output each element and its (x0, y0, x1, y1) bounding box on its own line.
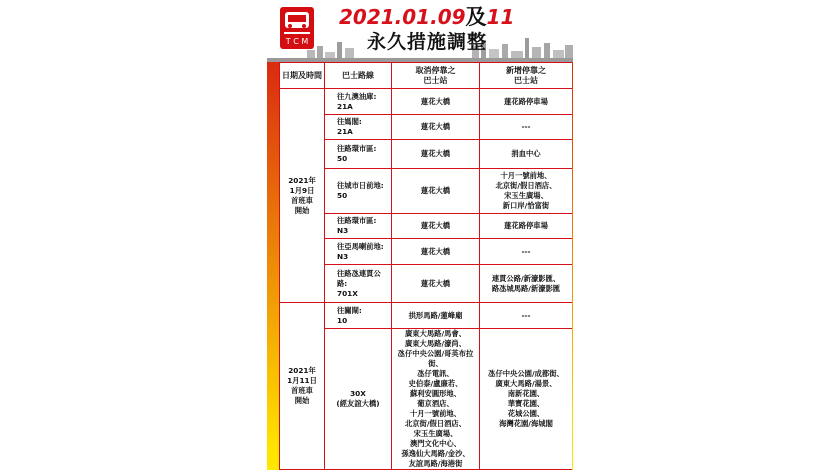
cancelled-stop: 廣東大馬路/濠尚、 (404, 339, 467, 348)
notice-poster (267, 0, 573, 470)
route-line: 往關閘: (337, 305, 362, 315)
cancelled-stop: 澳門文化中心、 (409, 439, 462, 448)
route-line: 21A (337, 127, 353, 136)
cancelled-stop: 友誼馬路/海港街 (408, 459, 463, 468)
cancelled-stop: 孫逸仙大馬路/金沙、 (401, 449, 470, 458)
cancelled-stop: 史伯泰/盧廉若、 (408, 379, 463, 388)
route-cell (325, 265, 392, 303)
added-stop: 路氹城馬路/新濠影匯 (491, 283, 561, 293)
effective-date-line: 開始 (294, 205, 310, 215)
table-row (280, 303, 573, 329)
effective-date-line: 2021年 (288, 366, 316, 375)
cancelled-stop-cell (392, 169, 480, 214)
added-stop: 花城公園、 (507, 409, 545, 418)
effective-date-cell (280, 303, 325, 470)
route-line: 往路環市區: (337, 144, 377, 153)
column-header-text: 巴士路線 (342, 70, 374, 80)
cancelled-stop: 蓮花大橋 (420, 221, 451, 230)
added-stop-cell (480, 214, 573, 239)
cancelled-stop: 葡京酒店、 (417, 399, 454, 408)
route-line: 往路氹連貫公路: (337, 268, 381, 288)
cancelled-stop-cell (392, 303, 480, 329)
added-stop: 連貫公路/新濠影匯、 (491, 273, 561, 283)
added-stop: 蓮花路停車場 (504, 96, 548, 106)
column-header-text: 巴士站 (423, 75, 448, 85)
date-start: 2021.01.09 (339, 5, 466, 29)
cancelled-stop: 蘇利安圓形地、 (409, 389, 462, 398)
route-line: 50 (337, 154, 348, 163)
added-stop: --- (521, 246, 531, 256)
column-header-text: 巴士站 (514, 75, 538, 85)
column-header-text: 新增停靠之 (506, 65, 546, 75)
cancelled-stop: 宋玉生廣場、 (413, 429, 458, 438)
column-header-cancel (392, 63, 480, 89)
added-stop-cell (480, 239, 573, 265)
route-line: 701X (337, 288, 358, 298)
cancelled-stop: 氹仔電訊、 (417, 369, 454, 378)
added-stop: 捐血中心 (511, 149, 541, 158)
added-stop-cell (480, 329, 573, 470)
added-stop: 宋玉生廣場、 (504, 191, 548, 200)
table-row (280, 89, 573, 115)
cancelled-stop-cell (392, 329, 480, 470)
table-header-row (280, 63, 573, 89)
route-line: 往路環市區: (337, 216, 377, 225)
added-stop-cell (480, 265, 573, 303)
added-stop: 海灣花園/海城閣 (499, 419, 553, 428)
added-stop: 華寶花園、 (507, 399, 545, 408)
route-line: N3 (337, 251, 349, 261)
cancelled-stop: 氹仔中央公園/哥英布拉街、 (397, 349, 474, 368)
cancelled-stop: 廣東大馬路/馬會、 (404, 329, 467, 338)
route-line: 往媽閣: (337, 117, 362, 126)
route-cell (325, 115, 392, 140)
page-title: 永久措施調整 (367, 31, 488, 53)
added-stop: 北京街/假日酒店、 (495, 181, 557, 190)
date-end: 11 (486, 5, 515, 29)
added-stop-cell (480, 89, 573, 115)
cancelled-stop-cell (392, 265, 480, 303)
date-joiner: 及 (465, 5, 487, 29)
cancelled-stop-cell (392, 89, 480, 115)
route-line: (經友誼大橋) (336, 399, 380, 408)
route-cell (325, 239, 392, 265)
added-stop-cell (480, 140, 573, 169)
route-line: 21A (337, 101, 353, 111)
route-line: 50 (337, 191, 348, 200)
cancelled-stop-cell (392, 140, 480, 169)
route-line: N3 (337, 226, 349, 235)
column-header-text: 取消停靠之 (415, 65, 456, 75)
route-cell (325, 169, 392, 214)
route-line: 30X (350, 389, 366, 398)
route-change-table-container (279, 62, 572, 472)
route-line: 往亞馬喇前地: (337, 241, 384, 251)
effective-date-cell (280, 89, 325, 303)
cancelled-stop: 北京街/假日酒店、 (404, 419, 467, 428)
cancelled-stop: 十月一號前地、 (409, 409, 462, 418)
added-stop: --- (521, 310, 531, 320)
route-cell (325, 140, 392, 169)
effective-date-line: 首班車 (291, 386, 313, 395)
column-header-text: 日期及時間 (282, 70, 322, 80)
effective-date-line: 1月9日 (289, 185, 315, 195)
effective-dates (339, 6, 569, 28)
route-cell (325, 303, 392, 329)
cancelled-stop-cell (392, 239, 480, 265)
column-header-date (280, 63, 325, 89)
bus-company-logo (279, 6, 315, 50)
column-header-add (480, 63, 573, 89)
route-cell (325, 89, 392, 115)
route-cell (325, 214, 392, 239)
cancelled-stop-cell (392, 115, 480, 140)
effective-date-line: 1月11日 (287, 376, 317, 385)
effective-date-line: 2021年 (288, 175, 316, 185)
added-stop: 南新花園、 (507, 389, 545, 398)
added-stop-cell (480, 303, 573, 329)
added-stop: 蓮花路停車場 (504, 221, 548, 230)
cancelled-stop: 蓮花大橋 (420, 246, 451, 256)
route-change-table (279, 62, 572, 470)
route-line: 10 (337, 315, 348, 325)
svg-text:T C M: T C M (285, 37, 309, 46)
cancelled-stop-cell (392, 214, 480, 239)
cancelled-stop: 蓮花大橋 (420, 96, 451, 106)
added-stop: 廣東大馬路/湯景、 (495, 379, 557, 388)
route-line: 往九澳油庫: (337, 91, 377, 101)
cancelled-stop: 蓮花大橋 (420, 149, 451, 158)
effective-date-line: 首班車 (291, 195, 313, 205)
effective-date-line: 開始 (294, 396, 310, 405)
added-stop-cell (480, 169, 573, 214)
route-cell (325, 329, 392, 470)
cancelled-stop: 拱形馬路/蓮峰廟 (408, 310, 463, 320)
column-header-route (325, 63, 392, 89)
added-stop: --- (521, 122, 531, 131)
added-stop: 氹仔中央公園/成都街、 (488, 369, 564, 378)
added-stop: 十月一號前地、 (500, 171, 552, 180)
cancelled-stop: 蓮花大橋 (420, 278, 451, 288)
cancelled-stop: 蓮花大橋 (420, 122, 451, 131)
cancelled-stop: 蓮花大橋 (420, 186, 451, 195)
added-stop-cell (480, 115, 573, 140)
added-stop: 新口岸/恰富街 (502, 201, 550, 210)
route-line: 往城市日前地: (337, 181, 384, 190)
